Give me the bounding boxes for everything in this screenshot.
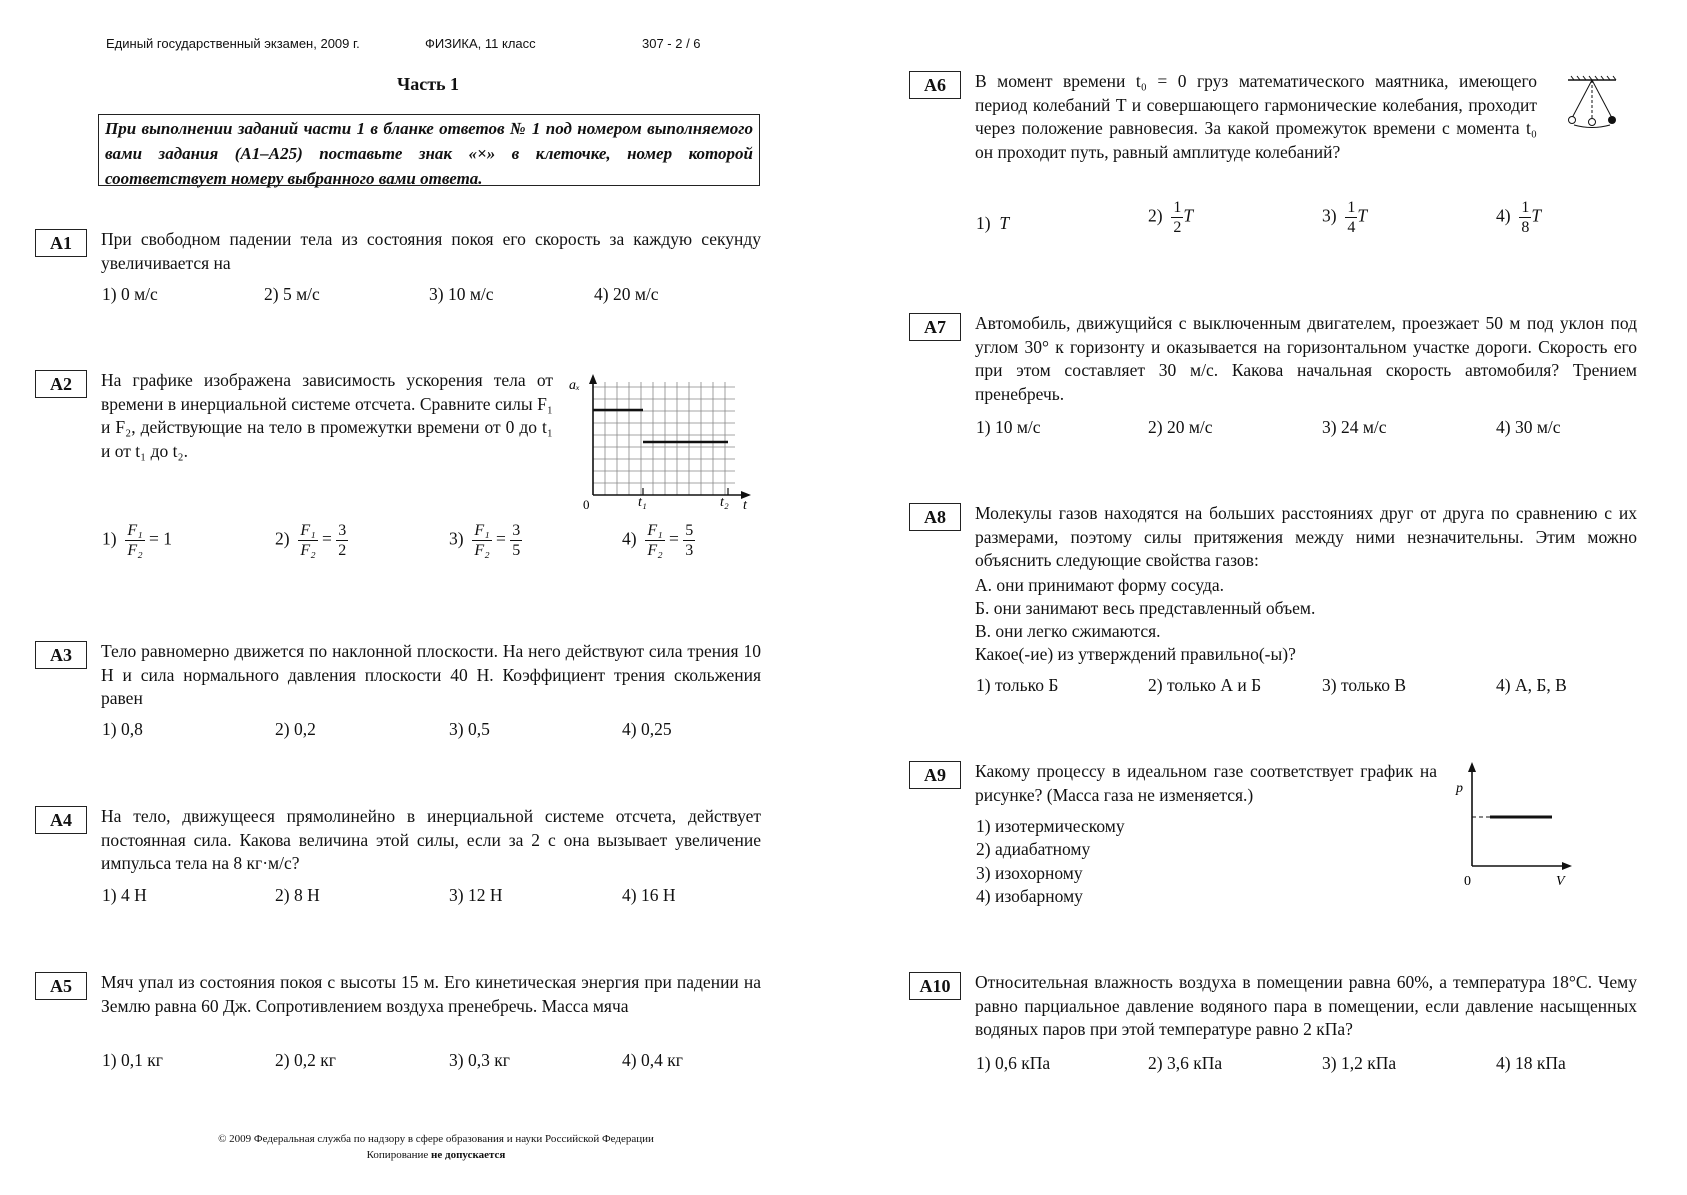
option-a1-1[interactable]: 1) 0 м/с bbox=[102, 284, 158, 304]
option-a4-3[interactable]: 3) 12 Н bbox=[449, 885, 503, 905]
question-text-a6: В момент времени t₀ = 0 груз математического маятника, имеющего период колебаний T и совершающего гармонические колебания, проходит через положение равновесия. За какой промежуток времени с момента t₀ он проходит путь, равный амплитуде колебаний? bbox=[975, 71, 1537, 162]
copy-notice: Копирование не допускается bbox=[366, 1149, 506, 1161]
option-a4-2[interactable]: 2) 8 Н bbox=[275, 885, 320, 905]
question-text-a1: При свободном падении тела из состояния покоя его скорость за каждую секунду увеличивается на bbox=[101, 229, 761, 273]
subject-title: ФИЗИКА, 11 класс bbox=[425, 36, 536, 51]
option-a7-2[interactable]: 2) 20 м/с bbox=[1148, 417, 1213, 437]
question-text-a5: Мяч упал из состояния покоя с высоты 15 м. Его кинетическая энергия при падении на Землю равна 60 Дж. Сопротивлением воздуха пренебречь. Масса мяча bbox=[101, 972, 761, 1016]
pv-graph bbox=[1448, 758, 1578, 893]
option-a1-4[interactable]: 4) 20 м/с bbox=[594, 284, 659, 304]
question-tag-a10: А10 bbox=[909, 972, 961, 1000]
option-a3-1[interactable]: 1) 0,8 bbox=[102, 719, 143, 739]
option-a3-4[interactable]: 4) 0,25 bbox=[622, 719, 672, 739]
question-text-a4: На тело, движущееся прямолинейно в инерциальной системе отсчета, действует постоянная сила. Какова величина этой силы, если за 2 с она вызывает увеличение импульса тела на 8 кг·м/с? bbox=[101, 806, 761, 873]
question-text-a10: Относительная влажность воздуха в помещении равна 60%, а температура 18°С. Чему равно парциальное давление водяного пара в помещении, если давление насыщенных водяных паров при этой температуре равно 2 кПа? bbox=[975, 972, 1637, 1039]
instructions-box: При выполнении заданий части 1 в бланке ответов № 1 под номером выполняемого вами задания (А1–А25) поставьте знак «×» в клеточке, номер которой соответствует номеру выбранного вами ответа. bbox=[98, 114, 760, 186]
option-a9-1[interactable]: 1) изотермическому bbox=[976, 816, 1125, 836]
option-a8-3[interactable]: 3) только В bbox=[1322, 675, 1407, 695]
option-a2-4[interactable]: 4) $\frac{\text{F₁}}{\text{F₂}}$ = $\frac{5}{3}$ bbox=[622, 522, 694, 559]
acceleration-graph bbox=[565, 372, 755, 517]
question-text-a8: Молекулы газов находятся на больших расстояниях друг от друга по сравнению с их размерами, поэтому силы притяжения между ними незначительны. Этим можно объяснить следующие свойства газов: bbox=[975, 503, 1637, 570]
t2-label: t₂ bbox=[720, 495, 729, 510]
option-a5-1[interactable]: 1) 0,1 кг bbox=[102, 1050, 163, 1070]
question-text-a7: Автомобиль, движущийся с выключенным двигателем, проезжает 50 м под уклон под углом 30° к горизонту и оказывается на горизонтальном участке дороги. Скорость его при этом составляет 30 м/с. Какова начальная скорость автомобиля? Трением пренебречь. bbox=[975, 313, 1637, 404]
option-a7-3[interactable]: 3) 24 м/с bbox=[1322, 417, 1387, 437]
option-a10-3[interactable]: 3) 1,2 кПа bbox=[1322, 1053, 1397, 1073]
question-tag-a7: А7 bbox=[909, 313, 961, 341]
origin-label: 0 bbox=[1464, 874, 1471, 889]
question-text-a9: Какому процессу в идеальном газе соответствует график на рисунке? (Масса газа не изменяется.) bbox=[975, 761, 1437, 805]
option-a7-4[interactable]: 4) 30 м/с bbox=[1496, 417, 1561, 437]
option-a1-3[interactable]: 3) 10 м/с bbox=[429, 284, 494, 304]
option-a2-2[interactable]: 2) $\frac{\text{F₁}}{\text{F₂}}$ = $\frac{3}{2}$ bbox=[275, 522, 347, 559]
question-tag-a2: А2 bbox=[35, 370, 87, 398]
option-a5-2[interactable]: 2) 0,2 кг bbox=[275, 1050, 336, 1070]
statement-b: Б. они занимают весь представленный объем. bbox=[975, 598, 1316, 618]
option-a3-3[interactable]: 3) 0,5 bbox=[449, 719, 490, 739]
page-number: 307 - 2 / 6 bbox=[642, 36, 701, 51]
v-axis-label: V bbox=[1556, 874, 1565, 889]
option-a2-3[interactable]: 3) $\frac{\text{F₁}}{\text{F₂}}$ = $\frac{3}{5}$ bbox=[449, 522, 521, 559]
y-axis-label: aₓ bbox=[569, 378, 580, 393]
x-axis-label: t bbox=[743, 498, 747, 513]
option-a10-1[interactable]: 1) 0,6 кПа bbox=[976, 1053, 1051, 1073]
option-a8-4[interactable]: 4) А, Б, В bbox=[1496, 675, 1567, 695]
statement-a: А. они принимают форму сосуда. bbox=[975, 575, 1224, 595]
y-axis-arrow bbox=[589, 374, 597, 384]
option-a10-4[interactable]: 4) 18 кПа bbox=[1496, 1053, 1566, 1073]
pendulum-icon bbox=[1562, 74, 1624, 130]
option-a7-1[interactable]: 1) 10 м/с bbox=[976, 417, 1041, 437]
option-a6-2[interactable]: 2) $\frac{1}{2}$ T bbox=[1148, 199, 1194, 236]
v-axis-arrow bbox=[1562, 862, 1572, 870]
question-tag-a1: А1 bbox=[35, 229, 87, 257]
graph-grid bbox=[593, 382, 735, 495]
copyright-footer bbox=[170, 1131, 702, 1163]
question-text-a3: Тело равномерно движется по наклонной плоскости. На него действуют сила трения 10 Н и сила нормального давления плоскости 40 Н. Коэффициент трения скольжения равен bbox=[101, 641, 761, 708]
question-prompt-a8: Какое(-ие) из утверждений правильно(-ы)? bbox=[975, 644, 1296, 664]
question-tag-a6: А6 bbox=[909, 71, 961, 99]
part-title: Часть 1 bbox=[397, 74, 460, 94]
option-a3-2[interactable]: 2) 0,2 bbox=[275, 719, 316, 739]
p-axis-arrow bbox=[1468, 762, 1476, 772]
origin-label: 0 bbox=[583, 497, 590, 512]
option-a4-1[interactable]: 1) 4 Н bbox=[102, 885, 147, 905]
option-a9-2[interactable]: 2) адиабатному bbox=[976, 839, 1091, 859]
copyright-line: © 2009 Федеральная служба по надзору в сфере образования и науки Российской Федерации bbox=[218, 1133, 654, 1145]
question-tag-a3: А3 bbox=[35, 641, 87, 669]
option-a5-4[interactable]: 4) 0,4 кг bbox=[622, 1050, 683, 1070]
question-text-a2: На графике изображена зависимость ускорения тела от времени в инерциальной системе отсчета. Сравните силы F₁ и F₂, действующие на тело в промежутки времени от 0 до t₁ и от t₁ до t₂. bbox=[101, 370, 553, 461]
exam-title: Единый государственный экзамен, 2009 г. bbox=[106, 36, 360, 51]
question-tag-a8: А8 bbox=[909, 503, 961, 531]
option-a8-1[interactable]: 1) только Б bbox=[976, 675, 1059, 695]
option-a8-2[interactable]: 2) только А и Б bbox=[1148, 675, 1262, 695]
question-tag-a5: А5 bbox=[35, 972, 87, 1000]
option-a6-4[interactable]: 4) $\frac{1}{8}$ T bbox=[1496, 199, 1542, 236]
option-a5-3[interactable]: 3) 0,3 кг bbox=[449, 1050, 510, 1070]
option-a2-1[interactable]: 1) $\frac{\text{F₁}}{\text{F₂}}$ = 1 bbox=[102, 522, 173, 559]
option-a4-4[interactable]: 4) 16 Н bbox=[622, 885, 676, 905]
option-a1-2[interactable]: 2) 5 м/с bbox=[264, 284, 320, 304]
option-a6-3[interactable]: 3) $\frac{1}{4}$ T bbox=[1322, 199, 1368, 236]
question-tag-a4: А4 bbox=[35, 806, 87, 834]
option-a6-1[interactable]: 1) T bbox=[976, 213, 1010, 233]
statement-v: В. они легко сжимаются. bbox=[975, 621, 1161, 641]
question-tag-a9: А9 bbox=[909, 761, 961, 789]
t1-label: t₁ bbox=[638, 495, 647, 510]
option-a10-2[interactable]: 2) 3,6 кПа bbox=[1148, 1053, 1223, 1073]
option-a9-3[interactable]: 3) изохорному bbox=[976, 863, 1083, 883]
p-axis-label: p bbox=[1456, 781, 1463, 796]
option-a9-4[interactable]: 4) изобарному bbox=[976, 886, 1083, 906]
